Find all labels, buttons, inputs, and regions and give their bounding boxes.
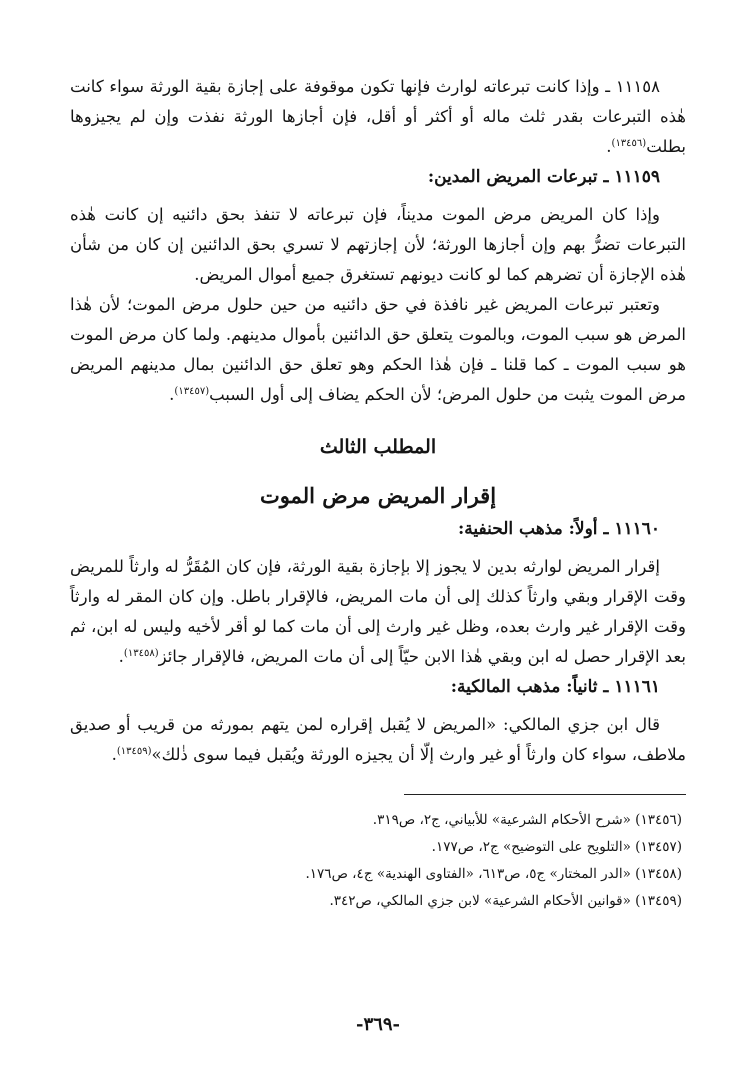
footnote-13459: (١٣٤٥٩) «قوانين الأحكام الشرعية» لابن جزي المالكي، ص٣٤٢. [329, 893, 682, 909]
book-page [70, 72, 686, 1062]
paragraph-end: . [111, 745, 117, 764]
paragraph-text: قال ابن جزي المالكي: «المريض لا يُقبل إقراره لمن يتهم بمورثه من قريب أو صديق ملاطف، سواء كان وارثاً أو غير وارث إلّا أن يجيزه الورثة ويُقبل فيما سوى ذٰلك» [70, 715, 686, 764]
footnote-13457: (١٣٤٥٧) «التلويح على التوضيح» ج٢، ص١٧٧. [431, 839, 682, 855]
paragraph-text: وتعتبر تبرعات المريض غير نافذة في حق دائنيه من حين حلول مرض الموت؛ لأن هٰذا المرض هو سبب الموت، وبالموت يتعلق حق الدائنين بأموال مدينهم. ولما كان مرض الموت هو سبب الموت ـ كما قلنا ـ فإن هٰذا الحكم وهو تعلق حق الدائنين بمال مدينهم المريض مرض الموت يثبت من حلول المرض؛ لأن الحكم يضاف إلى أول السبب [70, 295, 686, 404]
footnote-ref[interactable]: (١٣٤٥٦) [611, 138, 647, 149]
footnote-divider [404, 794, 686, 795]
topic-title: إقرار المريض مرض الموت [259, 483, 497, 508]
heading-11161: ١١١٦١ ـ ثانياً: مذهب المالكية: [450, 677, 660, 697]
footnote-ref[interactable]: (١٣٤٥٨) [123, 648, 159, 659]
paragraph-11161 [70, 710, 686, 770]
paragraph-11159-b [70, 290, 686, 410]
footnote-ref[interactable]: (١٣٤٥٩) [116, 746, 152, 757]
paragraph-end: . [606, 137, 612, 156]
heading-11159: ١١١٥٩ ـ تبرعات المريض المدين: [427, 167, 660, 187]
paragraph-text: ١١١٥٨ ـ وإذا كانت تبرعاته لوارث فإنها تكون موقوفة على إجازة بقية الورثة سواء كانت هٰذه التبرعات بقدر ثلث ماله أو أكثر أو أقل، فإن أجازها الورثة نفذت وإن لم يجيزوها بطلت [70, 77, 686, 156]
paragraph-11160 [70, 552, 686, 672]
paragraph-end: . [169, 385, 175, 404]
paragraph-end: . [118, 647, 124, 666]
footnote-13456: (١٣٤٥٦) «شرح الأحكام الشرعية» للأبياني، ج٢، ص٣١٩. [372, 812, 682, 828]
paragraph-11159-a: وإذا كان المريض مرض الموت مديناً، فإن تبرعاته لا تنفذ بحق دائنيه إن كانت هٰذه التبرعات تضرُّ بهم وإن أجازها الورثة؛ لأن إجازتهم لا تسري بحق الدائنين إن كان من شأن هٰذه الإجازة أن تضرهم كما لو كانت ديونهم تستغرق جميع أموال المريض. [70, 205, 686, 284]
page-number: -٣٦٩- [356, 1014, 400, 1035]
section-title: المطلب الثالث [319, 436, 437, 458]
footnotes [70, 807, 686, 915]
paragraph-11158 [70, 72, 686, 162]
heading-11160: ١١١٦٠ ـ أولاً: مذهب الحنفية: [457, 519, 660, 539]
paragraph-text: إقرار المريض لوارثه بدين لا يجوز إلا بإجازة بقية الورثة، فإن كان المُقَرُّ له وارثاً للمريض وقت الإقرار وبقي وارثاً كذلك إلى أن مات المريض، فالإقرار باطل. وإن كان المقر له وارثاً وقت الإقرار غير وارث بعده، وظل غير وارث إلى أن مات كما لو أقر لأخيه وليس له ابن، ثم بعد الإقرار حصل له ابن وبقي هٰذا الابن حيّاً إلى أن مات المريض، فالإقرار جائز [70, 557, 686, 666]
footnote-13458: (١٣٤٥٨) «الدر المختار» ج٥، ص٦١٣، «الفتاوى الهندية» ج٤، ص١٧٦. [305, 866, 682, 882]
footnote-ref[interactable]: (١٣٤٥٧) [174, 386, 210, 397]
